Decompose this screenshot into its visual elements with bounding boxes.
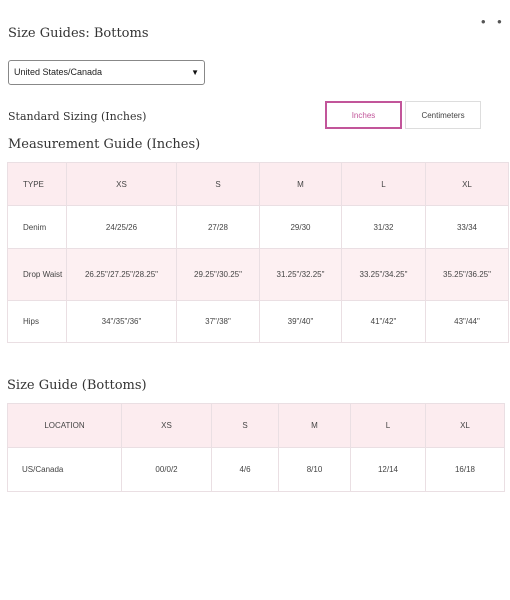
table-cell: 37"/38": [177, 301, 260, 343]
header-m: M: [279, 404, 351, 448]
header-xl: XL: [426, 163, 509, 206]
table-row: [8, 206, 509, 249]
table-row: [8, 301, 509, 343]
header-xs: XS: [67, 163, 177, 206]
table-cell: 26.25"/27.25"/28.25": [67, 249, 177, 301]
header-l: L: [351, 404, 426, 448]
table-cell: 31.25"/32.25": [260, 249, 342, 301]
header-l: L: [342, 163, 426, 206]
size-guide-table: [7, 403, 505, 492]
table-cell: 43"/44": [426, 301, 509, 343]
region-select-value: United States/Canada: [14, 67, 103, 77]
table-cell: 24/25/26: [67, 206, 177, 249]
table-cell: 35.25"/36.25": [426, 249, 509, 301]
more-options-icon[interactable]: • •: [481, 14, 506, 29]
measurement-guide-table: [7, 162, 509, 343]
header-xl: XL: [426, 404, 505, 448]
header-s: S: [177, 163, 260, 206]
size-guide-title: Size Guide (Bottoms): [7, 378, 147, 393]
table-cell: 34"/35"/36": [67, 301, 177, 343]
table-cell: 29/30: [260, 206, 342, 249]
table-cell: 41"/42": [342, 301, 426, 343]
table-row: [8, 249, 509, 301]
row-label-hips: Hips: [8, 301, 67, 343]
row-label-drop-waist: Drop Waist: [8, 249, 67, 301]
header-s: S: [212, 404, 279, 448]
table-header-row: [8, 163, 509, 206]
table-cell: 33/34: [426, 206, 509, 249]
header-location: LOCATION: [8, 404, 122, 448]
header-xs: XS: [122, 404, 212, 448]
region-select[interactable]: [8, 60, 205, 85]
table-cell: 16/18: [426, 448, 505, 492]
page-title: Size Guides: Bottoms: [8, 26, 149, 41]
chevron-down-icon: ▼: [191, 68, 199, 77]
table-cell: 27/28: [177, 206, 260, 249]
table-cell: 8/10: [279, 448, 351, 492]
table-cell: 39"/40": [260, 301, 342, 343]
table-cell: 4/6: [212, 448, 279, 492]
table-cell: 29.25"/30.25": [177, 249, 260, 301]
table-cell: 12/14: [351, 448, 426, 492]
table-cell: 33.25"/34.25": [342, 249, 426, 301]
table-cell: 00/0/2: [122, 448, 212, 492]
table-row: [8, 448, 505, 492]
header-type: TYPE: [8, 163, 67, 206]
table-header-row: [8, 404, 505, 448]
row-label-us-canada: US/Canada: [8, 448, 122, 492]
row-label-denim: Denim: [8, 206, 67, 249]
header-m: M: [260, 163, 342, 206]
table-cell: 31/32: [342, 206, 426, 249]
measurement-guide-title: Measurement Guide (Inches): [8, 137, 201, 152]
standard-sizing-label: Standard Sizing (Inches): [8, 110, 147, 123]
centimeters-toggle-button[interactable]: Centimeters: [405, 101, 481, 129]
inches-toggle-button[interactable]: Inches: [325, 101, 402, 129]
